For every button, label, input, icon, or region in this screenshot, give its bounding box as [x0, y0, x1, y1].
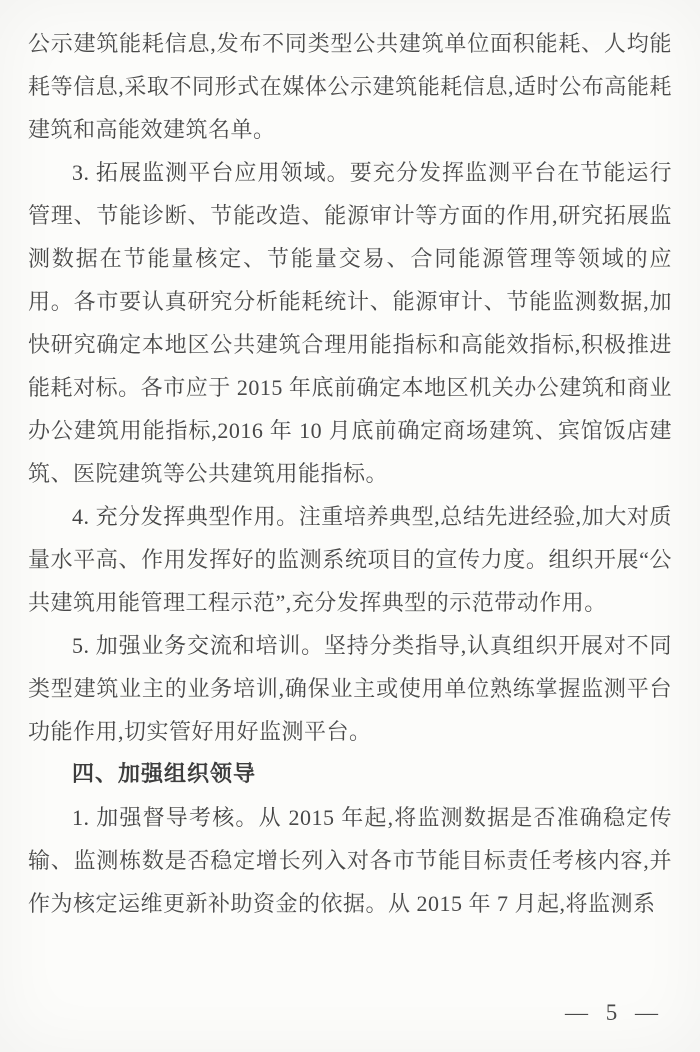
paragraph-text: 坚持分类指导,认真组织开展对不同类型建筑业主的业务培训,确保业主或使用单位熟练掌握监测平台功能作用,切实管好用好监测平台。: [28, 633, 672, 744]
page-footer: [565, 1000, 664, 1026]
paragraph-continuation: 公示建筑能耗信息,发布不同类型公共建筑单位面积能耗、人均能耗等信息,采取不同形式在媒体公示建筑能耗信息,适时公布高能耗建筑和高能效建筑名单。: [28, 31, 672, 142]
paragraph-item-4: [28, 495, 672, 624]
paragraph-text: 从 2015 年起,将监测数据是否准确稳定传输、监测栋数是否稳定增长列入对各市节能目标责任考核内容,并作为核定运维更新补助资金的依据。从 2015 年 7 月起,将监测系: [28, 805, 672, 916]
numbered-item-lead: 5. 加强业务交流和培训。: [72, 633, 324, 658]
paragraph-text: 注重培养典型,总结先进经验,加大对质量水平高、作用发挥好的监测系统项目的宣传力度。组织开展“公共建筑用能管理工程示范”,充分发挥典型的示范带动作用。: [28, 504, 672, 615]
paragraph-item-1: [28, 796, 672, 925]
paragraph-text: 要充分发挥监测平台在节能运行管理、节能诊断、节能改造、能源审计等方面的作用,研究拓展监测数据在节能量核定、节能量交易、合同能源管理等领域的应用。各市要认真研究分析能耗统计、能源审计、节能监测数据,加快研究确定本地区公共建筑合理用能指标和高能效指标,积极推进能耗对标。各市应于 2015 年底前确定本地区机关办公建筑和商业办公建筑用能指标,2016 年 10 月底前确定商场建筑、宾馆饭店建筑、医院建筑等公共建筑用能指标。: [28, 160, 672, 486]
paragraph-item-3: [28, 151, 672, 495]
paragraph-item-5: [28, 624, 672, 753]
page-number: — 5 —: [565, 1000, 664, 1025]
section-heading: 四、加强组织领导: [72, 762, 257, 787]
numbered-item-lead: 1. 加强督导考核。: [72, 805, 259, 830]
document-body: [28, 22, 672, 925]
numbered-item-lead: 4. 充分发挥典型作用。: [72, 504, 299, 529]
numbered-item-lead: 3. 拓展监测平台应用领域。: [72, 160, 350, 185]
